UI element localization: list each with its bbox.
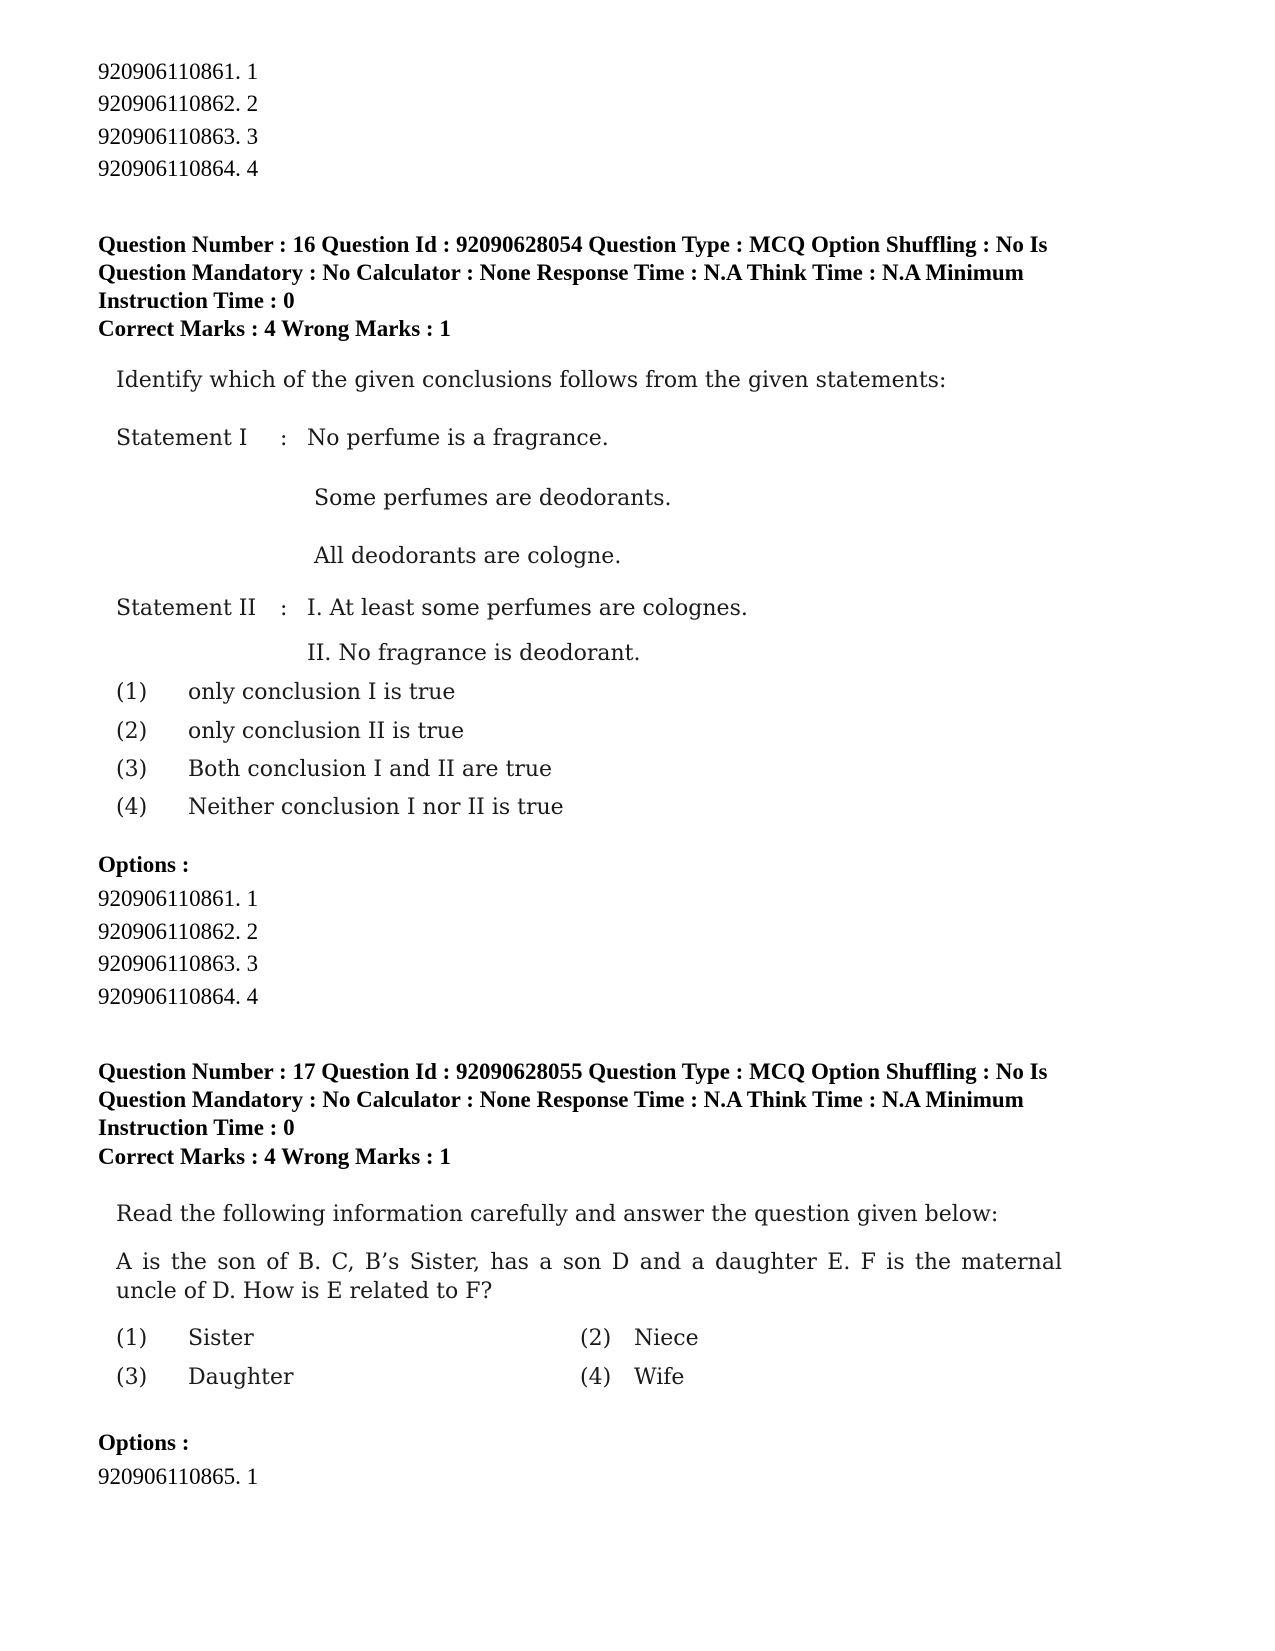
q16-statement1-sep: : — [280, 426, 288, 451]
q16-choice-text: only conclusion I is true — [188, 680, 456, 705]
q16-choice-text: Neither conclusion I nor II is true — [188, 795, 564, 820]
q16-meta-line: Question Number : 16 Question Id : 92090628054 Question Type : MCQ Option Shuffling : No Is — [98, 232, 1048, 257]
q16-prompt: Identify which of the given conclusions follows from the given statements: — [116, 368, 947, 393]
q17-meta-line: Instruction Time : 0 — [98, 1115, 295, 1140]
q16-meta-line: Question Mandatory : No Calculator : None Response Time : N.A Think Time : N.A Minimum — [98, 260, 1024, 285]
q16-meta — [98, 231, 1178, 315]
option-id-line: 920906110862. 2 — [98, 91, 259, 116]
q16-statement1-line: All deodorants are cologne. — [314, 544, 622, 569]
q17-marks: Correct Marks : 4 Wrong Marks : 1 — [98, 1144, 451, 1169]
option-id-line: 920906110863. 3 — [98, 124, 259, 149]
q16-statement1-label: Statement I — [116, 426, 248, 451]
q17-meta — [98, 1058, 1178, 1142]
q17-choice-number: (3) — [116, 1365, 148, 1390]
option-id-line: 920906110863. 3 — [98, 951, 259, 976]
q17-choice-text: Niece — [634, 1326, 699, 1351]
q17-choice-number: (2) — [580, 1326, 612, 1351]
q17-paragraph: A is the son of B. C, B’s Sister, has a son D and a daughter E. F is the maternal uncle of D. How is E related to F? — [116, 1250, 1062, 1304]
q17-meta-line: Question Number : 17 Question Id : 92090628055 Question Type : MCQ Option Shuffling : No Is — [98, 1059, 1048, 1084]
option-id-line: 920906110865. 1 — [98, 1464, 259, 1489]
q16-statement2-label: Statement II — [116, 596, 257, 621]
option-id-line: 920906110864. 4 — [98, 984, 259, 1009]
q17-choice-text: Daughter — [188, 1365, 294, 1390]
q17-options-label: Options : — [98, 1430, 190, 1455]
q17-choice-text: Sister — [188, 1326, 254, 1351]
q16-statement1-line: No perfume is a fragrance. — [307, 426, 609, 451]
q16-statement2-line: I. At least some perfumes are colognes. — [307, 596, 748, 621]
q16-options-label: Options : — [98, 852, 190, 877]
q17-choice-number: (1) — [116, 1326, 148, 1351]
q16-choice-number: (4) — [116, 795, 148, 820]
q16-statement1-line: Some perfumes are deodorants. — [314, 486, 672, 511]
option-id-line: 920906110864. 4 — [98, 156, 259, 181]
q17-meta-line: Question Mandatory : No Calculator : None Response Time : N.A Think Time : N.A Minimum — [98, 1087, 1024, 1112]
q16-choice-number: (1) — [116, 680, 148, 705]
option-id-line: 920906110861. 1 — [98, 59, 259, 84]
q16-meta-line: Instruction Time : 0 — [98, 288, 295, 313]
q17-choice-number: (4) — [580, 1365, 612, 1390]
q16-choice-number: (2) — [116, 719, 148, 744]
q16-choice-text: Both conclusion I and II are true — [188, 757, 553, 782]
q16-choice-text: only conclusion II is true — [188, 719, 465, 744]
q16-statement2-sep: : — [280, 596, 288, 621]
q17-choice-text: Wife — [634, 1365, 685, 1390]
q16-choice-number: (3) — [116, 757, 148, 782]
option-id-line: 920906110861. 1 — [98, 886, 259, 911]
option-id-line: 920906110862. 2 — [98, 919, 259, 944]
q17-prompt: Read the following information carefully and answer the question given below: — [116, 1202, 999, 1227]
q16-statement2-line: II. No fragrance is deodorant. — [307, 641, 641, 666]
q16-marks: Correct Marks : 4 Wrong Marks : 1 — [98, 316, 451, 341]
